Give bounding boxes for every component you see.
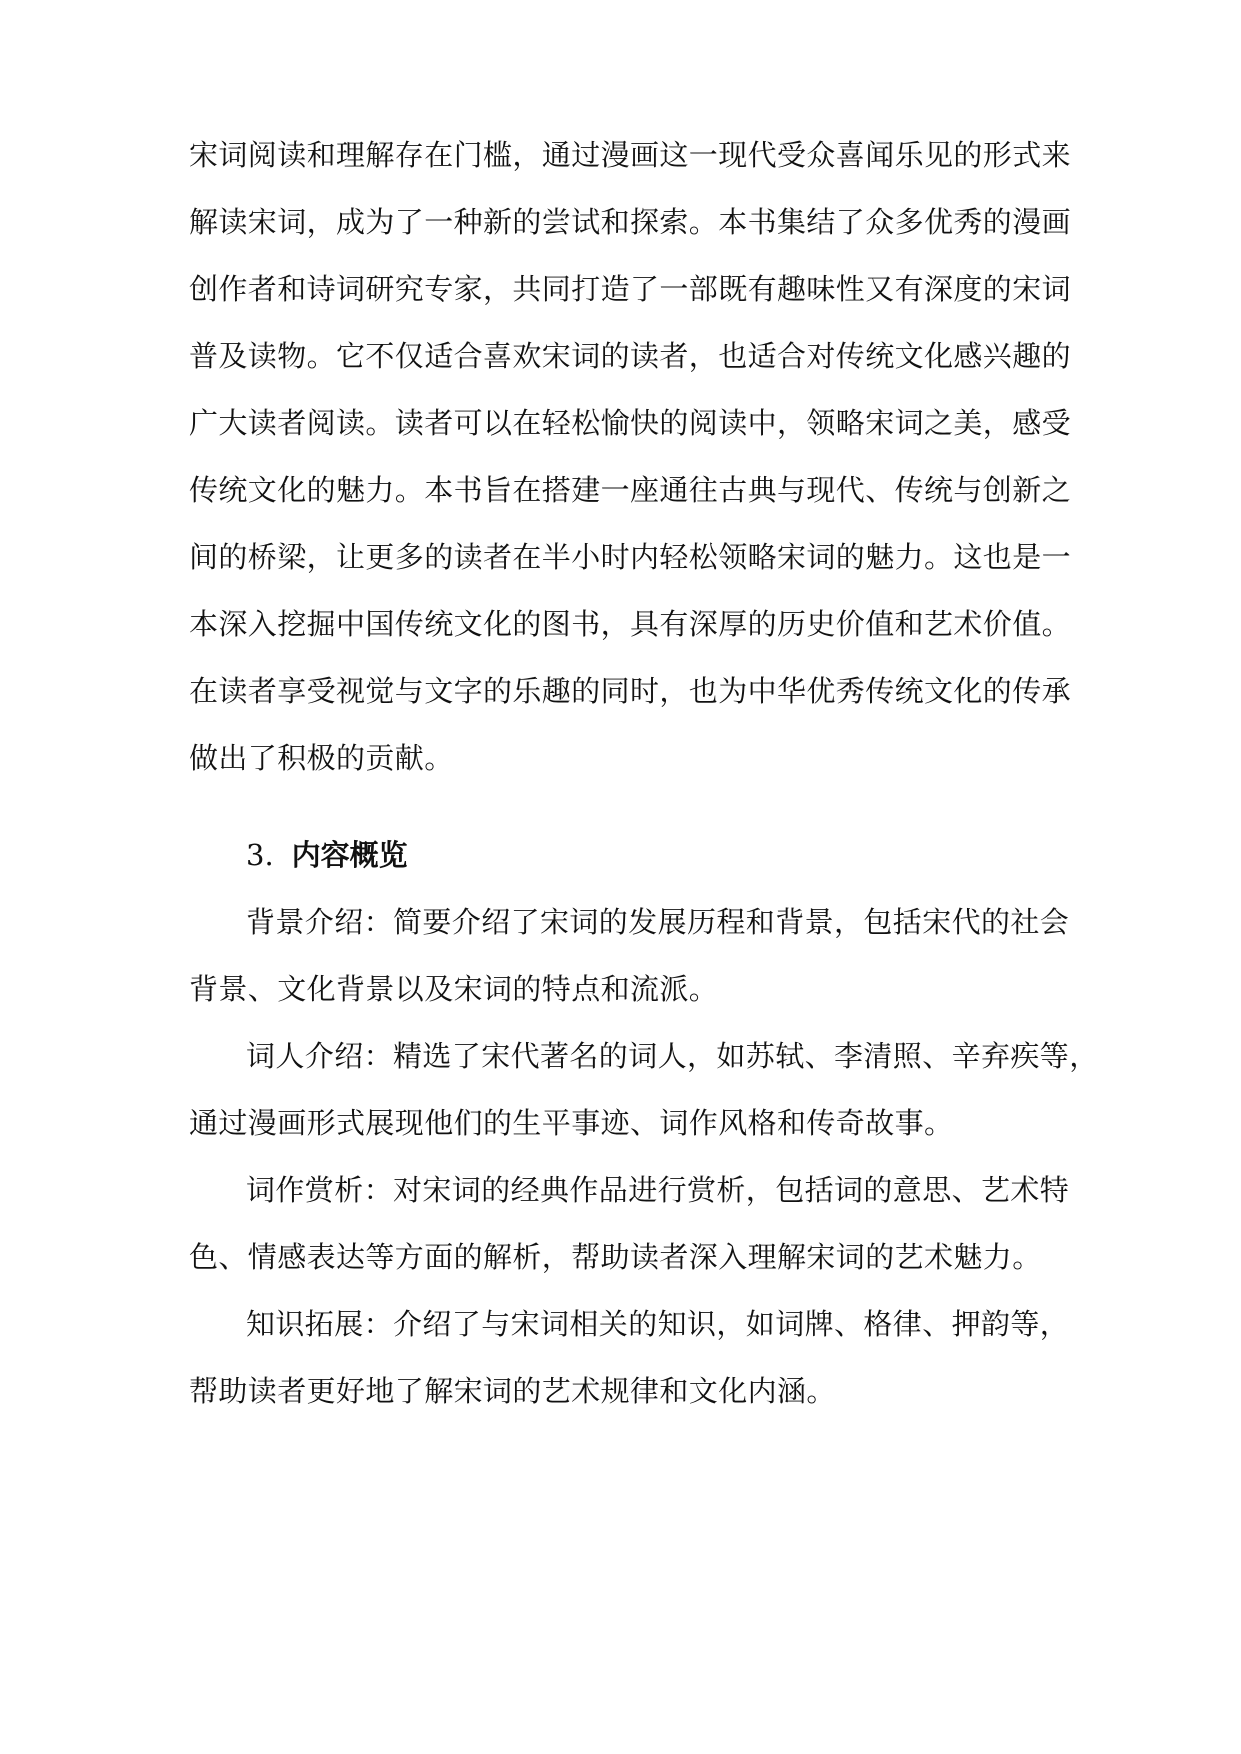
text-line: 帮助读者更好地了解宋词的艺术规律和文化内涵。 — [189, 1374, 836, 1408]
text-line: 间的桥梁，让更多的读者在半小时内轻松领略宋词的魅力。这也是一 — [189, 540, 1072, 574]
text-line: 解读宋词，成为了一种新的尝试和探索。本书集结了众多优秀的漫画 — [189, 205, 1072, 239]
text-line: 词作赏析：对宋词的经典作品进行赏析，包括词的意思、艺术特 — [246, 1173, 1070, 1207]
text-line: 词人介绍：精选了宋代著名的词人，如苏轼、李清照、辛弃疾等， — [246, 1039, 1099, 1073]
text-line: 本深入挖掘中国传统文化的图书，具有深厚的历史价值和艺术价值。 — [189, 607, 1072, 641]
text-line: 背景介绍：简要介绍了宋词的发展历程和背景，包括宋代的社会 — [246, 905, 1070, 939]
text-line: 广大读者阅读。读者可以在轻松愉快的阅读中，领略宋词之美，感受 — [189, 406, 1072, 440]
text-line: 传统文化的魅力。本书旨在搭建一座通往古典与现代、传统与创新之 — [189, 473, 1072, 507]
text-line: 在读者享受视觉与文字的乐趣的同时，也为中华优秀传统文化的传承 — [189, 674, 1072, 708]
text-line: 普及读物。它不仅适合喜欢宋词的读者，也适合对传统文化感兴趣的 — [189, 339, 1072, 373]
text-line: 知识拓展：介绍了与宋词相关的知识，如词牌、格律、押韵等， — [246, 1307, 1070, 1341]
text-line: 背景、文化背景以及宋词的特点和流派。 — [189, 972, 719, 1006]
text-line: 创作者和诗词研究专家，共同打造了一部既有趣味性又有深度的宋词 — [189, 272, 1072, 306]
text-line: 做出了积极的贡献。 — [189, 741, 454, 775]
text-line: 色、情感表达等方面的解析，帮助读者深入理解宋词的艺术魅力。 — [189, 1240, 1042, 1274]
section-title: 内容概览 — [291, 838, 408, 872]
text-line: 通过漫画形式展现他们的生平事迹、词作风格和传奇故事。 — [189, 1106, 954, 1140]
section-number: 3. — [246, 838, 274, 872]
text-line: 宋词阅读和理解存在门槛，通过漫画这一现代受众喜闻乐见的形式来 — [189, 138, 1072, 172]
section-heading — [246, 837, 408, 873]
